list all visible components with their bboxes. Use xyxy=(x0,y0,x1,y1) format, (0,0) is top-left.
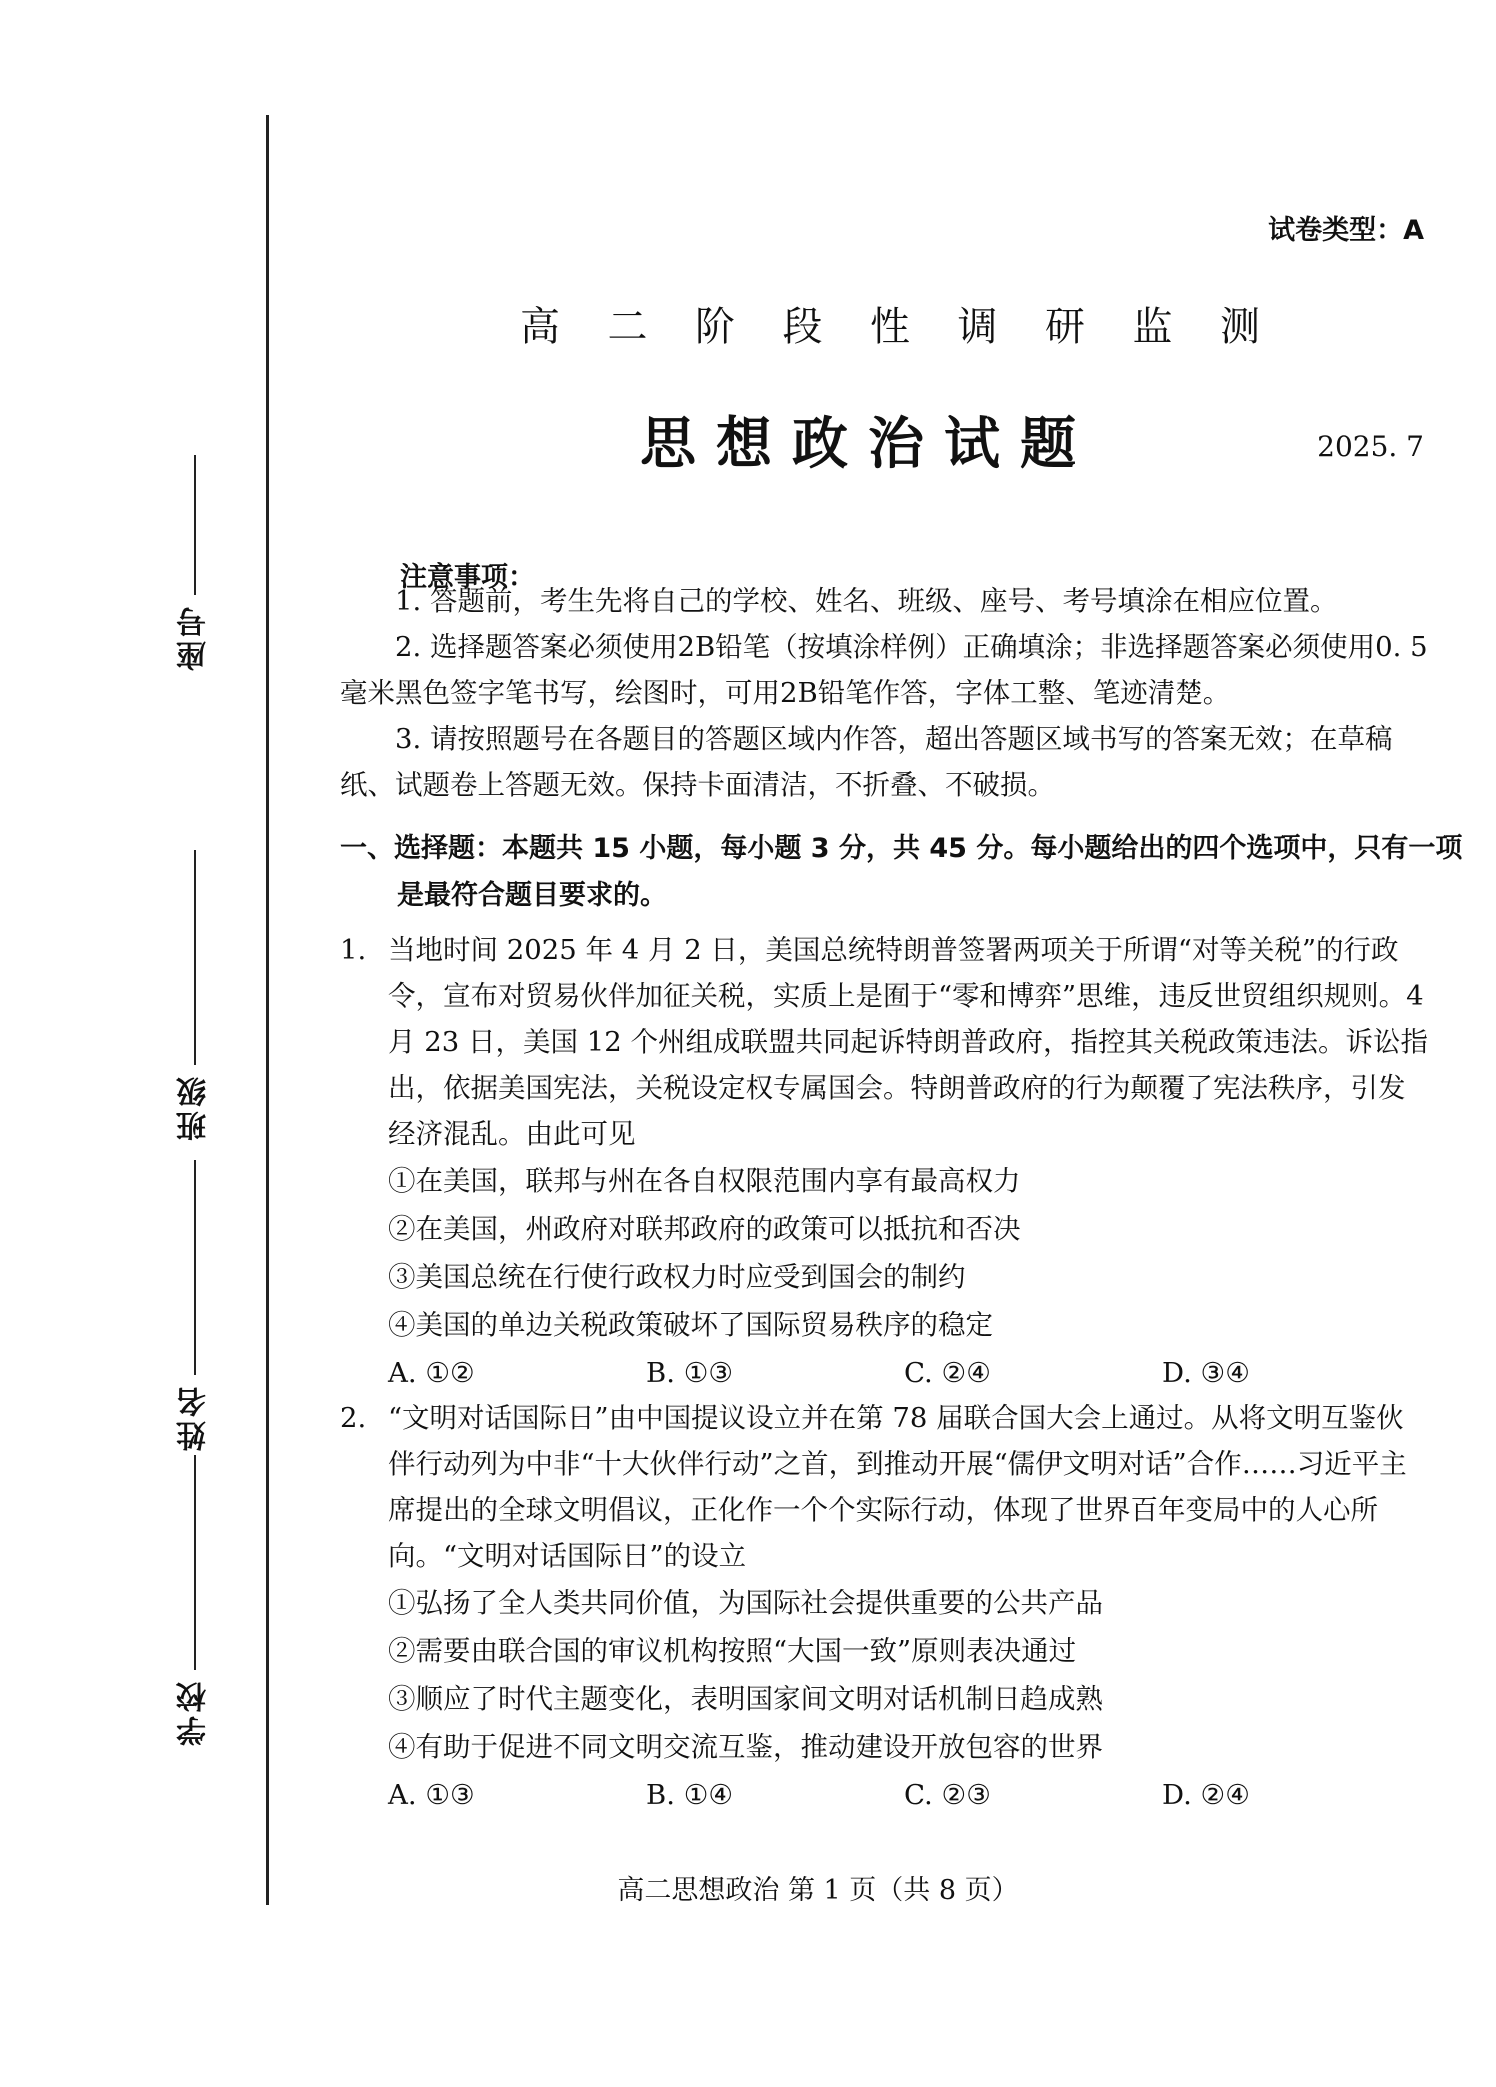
exam-name-char: 阶 xyxy=(695,304,735,350)
school-field[interactable] xyxy=(160,1455,230,1746)
question-stem: “文明对话国际日”由中国提议设立并在第 78 届联合国大会上通过。从将文明互鉴伙伴行动列为中非“十大伙伴行动”之首，到推动开展“儒伊文明对话”合作……习近平主席提出的全球文明倡议，正化作一个个实际行动，体现了世界百年变局中的人心所向。“文明对话国际日”的设立 xyxy=(388,1402,1407,1572)
option-a[interactable]: A. ①③ xyxy=(388,1779,475,1811)
statement-item: ③顺应了时代主题变化，表明国家间文明对话机制日趋成熟 xyxy=(388,1683,1103,1715)
exam-name-char: 监 xyxy=(1132,304,1173,350)
notice-item-1: 1. 答题前，考生先将自己的学校、姓名、班级、座号、考号填涂在相应位置。 xyxy=(395,585,1338,617)
option-a[interactable]: A. ①② xyxy=(388,1357,475,1389)
exam-name-char: 性 xyxy=(870,304,910,350)
school-label: 学校 xyxy=(177,1678,212,1746)
notice-item-2: 2. 选择题答案必须使用2B铅笔（按填涂样例）正确填涂；非选择题答案必须使用0. 5毫米黑色签字笔书写，绘图时，可用2B铅笔作答，字体工整、笔迹清楚。 xyxy=(340,631,1428,709)
statement-item: ②需要由联合国的审议机构按照“大国一致”原则表决通过 xyxy=(388,1635,1077,1667)
question-2 xyxy=(340,1395,1430,1819)
name-field[interactable] xyxy=(160,1160,230,1451)
exam-name xyxy=(520,295,1260,352)
exam-name-char: 段 xyxy=(782,304,823,350)
exam-name-char: 研 xyxy=(1045,304,1085,350)
seat-underline xyxy=(194,455,196,595)
paper-type: 试卷类型：A xyxy=(1268,215,1424,246)
section-heading: 一、选择题：本题共 15 小题，每小题 3 分，共 45 分。每小题给出的四个选项中，只有一项是最符合题目要求的。 xyxy=(340,833,1463,911)
option-d[interactable]: D. ③④ xyxy=(1162,1357,1250,1389)
option-b[interactable]: B. ①③ xyxy=(646,1357,733,1389)
exam-name-char: 高 xyxy=(520,304,560,350)
school-underline xyxy=(194,1455,196,1670)
exam-name-char: 二 xyxy=(607,304,648,350)
class-label: 班级 xyxy=(177,1073,212,1141)
name-underline xyxy=(194,1160,196,1375)
option-d[interactable]: D. ②④ xyxy=(1162,1779,1250,1811)
answer-options xyxy=(340,1771,1430,1819)
statement-item: ①在美国，联邦与州在各自权限范围内享有最高权力 xyxy=(388,1165,1021,1197)
question-number: 1. xyxy=(340,934,367,966)
seat-field[interactable] xyxy=(160,455,230,671)
subject-title: 思想政治试题 xyxy=(640,412,1096,477)
statement-item: ③美国总统在行使行政权力时应受到国会的制约 xyxy=(388,1261,966,1293)
name-label: 姓名 xyxy=(177,1383,212,1451)
question-number: 2. xyxy=(340,1402,367,1434)
answer-options xyxy=(340,1349,1430,1397)
exam-name-char: 测 xyxy=(1220,304,1260,350)
question-stem: 当地时间 2025 年 4 月 2 日，美国总统特朗普签署两项关于所谓“对等关税”的行政令，宣布对贸易伙伴加征关税，实质上是囿于“零和博弈”思维，违反世贸组织规则。4 月 23 日，美国 12 个州组成联盟共同起诉特朗普政府，指控其关税政策违法。诉讼指出，依据美国宪法，关税设定权专属国会。特朗普政府的行为颠覆了宪法秩序，引发经济混乱。由此可见 xyxy=(388,934,1428,1150)
statement-item: ②在美国，州政府对联邦政府的政策可以抵抗和否决 xyxy=(388,1213,1021,1245)
question-1 xyxy=(340,927,1430,1397)
class-field[interactable] xyxy=(160,850,230,1141)
binding-line xyxy=(266,115,269,1905)
statement-item: ④有助于促进不同文明交流互鉴，推动建设开放包容的世界 xyxy=(388,1731,1103,1763)
exam-date: 2025. 7 xyxy=(1317,430,1424,463)
statement-item: ④美国的单边关税政策破坏了国际贸易秩序的稳定 xyxy=(388,1309,993,1341)
notice-item-3: 3. 请按照题号在各题目的答题区域内作答，超出答题区域书写的答案无效；在草稿纸、试题卷上答题无效。保持卡面清洁，不折叠、不破损。 xyxy=(340,723,1393,801)
option-b[interactable]: B. ①④ xyxy=(646,1779,733,1811)
statement-item: ①弘扬了全人类共同价值，为国际社会提供重要的公共产品 xyxy=(388,1587,1103,1619)
option-c[interactable]: C. ②④ xyxy=(904,1357,991,1389)
class-underline xyxy=(194,850,196,1065)
exam-name-char: 调 xyxy=(957,304,998,350)
seat-label: 座号 xyxy=(177,603,212,671)
option-c[interactable]: C. ②③ xyxy=(904,1779,991,1811)
page-footer: 高二思想政治 第 1 页（共 8 页） xyxy=(617,1875,1019,1906)
notice-title: 注意事项： xyxy=(400,562,535,593)
